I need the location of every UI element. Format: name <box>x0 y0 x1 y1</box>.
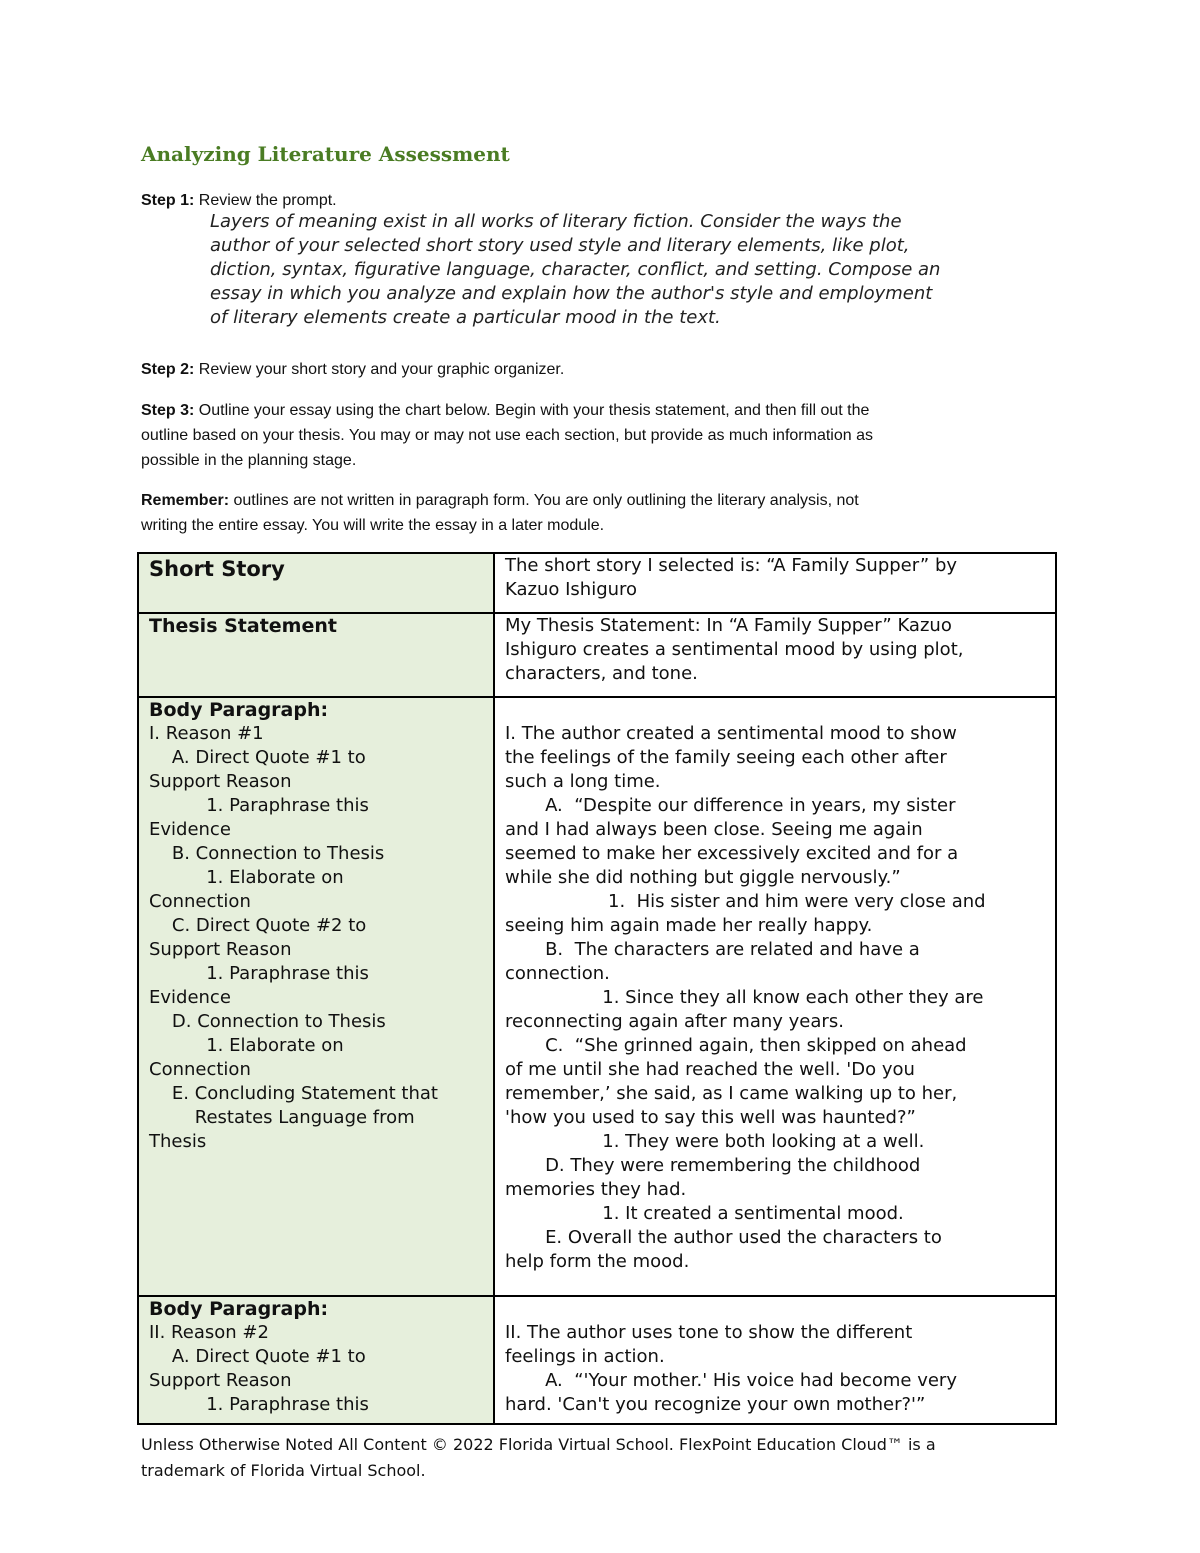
body-1-heading: Body Paragraph: <box>149 699 329 721</box>
step3-label: Step 3: <box>141 402 195 419</box>
step2-label: Step 2: <box>141 361 195 378</box>
body-2-content: II. The author uses tone to show the different feelings in action. A. “'Your mother.' His voice had become very hard. 'Can't you recognize your own mother?'” <box>505 1322 957 1415</box>
remember-line-2: writing the entire essay. You will write the essay in a later module. <box>141 517 605 534</box>
step3-line-1 <box>141 398 1041 423</box>
step1-text: Review the prompt. <box>194 192 337 209</box>
body-1-outline: I. Reason #1 A. Direct Quote #1 to Support Reason 1. Paraphrase this Evidence B. Connection to Thesis 1. Elaborate on Connection C. Direct Quote #2 to Support Reason 1. Paraphrase this Evidence D. Connection to Thesis 1. Elaborate on Connection E. Concluding Statement that Restates Language from Thesis <box>149 723 438 1152</box>
step2-text: Review your short story and your graphic organizer. <box>194 361 565 378</box>
footer-line-2: trademark of Florida Virtual School. <box>141 1461 426 1480</box>
label-cell-body-1 <box>138 697 494 1296</box>
prompt-text: Layers of meaning exist in all works of literary fiction. Consider the ways the author of your selected short story used style and literary elements, like plot, diction, syntax, figurative language, character, conflict, and setting. Compose an essay in which you analyze and explain how the author's style and employment of literary elements create a particular mood in the text. <box>210 211 941 328</box>
short-story-label: Short Story <box>149 557 285 581</box>
remember-label: Remember: <box>141 492 230 509</box>
content-cell-short-story[interactable] <box>494 553 1056 613</box>
table-row-short-story <box>138 553 1056 613</box>
outline-table <box>137 552 1057 1425</box>
table-row-body-2 <box>138 1296 1056 1424</box>
remember-line-1 <box>141 488 1041 513</box>
step3-line-3: possible in the planning stage. <box>141 452 357 469</box>
table-row-body-1 <box>138 697 1056 1296</box>
page-title: Analyzing Literature Assessment <box>141 142 510 166</box>
body-2-outline: II. Reason #2 A. Direct Quote #1 to Support Reason 1. Paraphrase this <box>149 1322 369 1415</box>
footer-line-1: Unless Otherwise Noted All Content © 2022 Florida Virtual School. FlexPoint Education Cloud™ is a <box>141 1435 936 1454</box>
body-2-heading: Body Paragraph: <box>149 1298 329 1320</box>
step3-paragraph <box>141 398 1041 473</box>
label-cell-body-2 <box>138 1296 494 1424</box>
footer <box>141 1432 1041 1484</box>
body-1-content: I. The author created a sentimental mood to show the feelings of the family seeing each other after such a long time. A. “Despite our difference in years, my sister and I had always been close. Seeing me again seemed to make her excessively excited and for a while she did nothing but giggle nervously.” 1. His sister and him were very close and seeing him again made her really happy. B. The characters are related and have a connection. 1. Since they all know each other they are reconnecting again after many years. C. “She grinned again, then skipped on ahead of me until she had reached the well. 'Do you remember,’ she said, as I came walking up to her, 'how you used to say this well was haunted?” 1. They were both looking at a well. D. They were remembering the childhood memories they had. 1. It created a sentimental mood. E. Overall the author used the characters to help form the mood. <box>505 723 986 1272</box>
remember-paragraph <box>141 488 1041 538</box>
step3-text-1: Outline your essay using the chart below. Begin with your thesis statement, and then fill out the <box>194 402 870 419</box>
step1-label: Step 1: <box>141 192 195 209</box>
label-cell-short-story <box>138 553 494 613</box>
content-cell-thesis[interactable] <box>494 613 1056 697</box>
content-cell-body-1[interactable] <box>494 697 1056 1296</box>
content-cell-body-2[interactable] <box>494 1296 1056 1424</box>
remember-text-1: outlines are not written in paragraph form. You are only outlining the literary analysis, not <box>229 492 859 509</box>
thesis-content: My Thesis Statement: In “A Family Supper” Kazuo Ishiguro creates a sentimental mood by using plot, characters, and tone. <box>505 615 964 684</box>
thesis-label: Thesis Statement <box>149 615 337 637</box>
table-row-thesis <box>138 613 1056 697</box>
short-story-content: The short story I selected is: “A Family Supper” by Kazuo Ishiguro <box>505 555 958 600</box>
label-cell-thesis <box>138 613 494 697</box>
step2-line <box>141 357 1041 382</box>
step3-line-2: outline based on your thesis. You may or may not use each section, but provide as much information as <box>141 427 873 444</box>
